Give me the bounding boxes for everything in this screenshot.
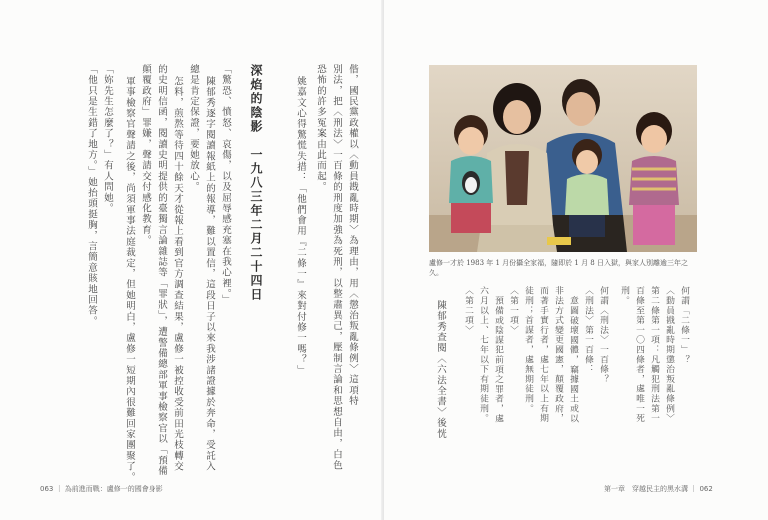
sidebar-column: 〈動員戡亂時期懲治叛亂條例〉 xyxy=(664,286,674,424)
sidebar-column: 第二條第一項：凡觸犯刑法第一 xyxy=(649,286,659,424)
photo-caption: 盧修一才於 1983 年 1 月份攝全家福，隨即於 1 月 8 日入獄，與家人別離逾三年之久。 xyxy=(429,259,688,277)
sidebar-column: 意圖破壞國體，竊據國土或以 xyxy=(568,296,578,424)
text-column: 姚嘉文心得驚慌失措：「他們會用『二條一』來對付修一嗎？」 xyxy=(295,76,306,376)
sidebar-column: 刑。 xyxy=(619,286,629,306)
text-column: 軍事檢察官聲請之後，尚須軍事法庭裁定，但她明白，盧修一短期內很難回家團聚了。 xyxy=(124,76,135,483)
family-photo xyxy=(429,65,697,252)
text-column: 總是肯定保證，要她放心。 xyxy=(188,64,199,193)
text-column: 別法，把〈刑法〉一百條的刑度加強為死刑，以整肅異己，壓制言論和思想自由，白色 xyxy=(331,64,342,471)
sidebar-column: 何謂「二條一」？ xyxy=(679,286,689,365)
text-column: 「驚恐、憤怒、哀傷，以及屈辱感充塞在我心裡。」 xyxy=(220,64,231,306)
page-footer: 063 ｜ 為前進而戰：盧修一的國會身影 xyxy=(40,485,163,493)
sidebar-column: 非法方式變更國憲，顛覆政府， xyxy=(553,286,563,424)
text-column: 「妳先生怎麼了？」有人問她。 xyxy=(102,64,113,214)
text-column: 陳郁秀查閱〈六法全書〉後恍 xyxy=(435,300,446,440)
sidebar-column: 百條至第一〇四條者，處唯一死 xyxy=(634,286,644,424)
sidebar-column: 預備或陰謀犯前項之罪者，處 xyxy=(493,296,503,424)
text-column: 恐怖的許多冤案由此而起。 xyxy=(315,64,326,193)
family-photo-illustration xyxy=(429,65,697,252)
sidebar-column: 何謂〈刑法〉一百條？ xyxy=(598,286,608,384)
text-column: 「他只是生錯了地方。」她抬頭挺胸，言簡意賅地回答。 xyxy=(86,64,97,327)
sidebar-column: 六月以上、七年以下有期徒刑。 xyxy=(478,286,488,424)
page-footer: 第一章 穿越民主的黑水溝 ｜ 062 xyxy=(604,485,713,493)
section-heading: 深焰的陰影 一九八三年二月二十四日 xyxy=(249,64,263,302)
text-column: 的史明信函，閱讀史明提供的臺獨言論雜誌等「罪狀」，遭警備總部軍事檢察官以「預備 xyxy=(156,64,167,477)
text-column: 顛覆政府」罪嫌，聲請交付感化教育。 xyxy=(140,64,151,246)
sidebar-column: 〈第一項〉 xyxy=(508,286,518,335)
text-column: 偕，國民黨政權以〈動員戡亂時期〉為理由，用〈懲治叛亂條例〉這項特 xyxy=(347,64,358,407)
text-column: 陳郁秀逐字閱讀報紙上的報導，難以置信，這段日子以來我涉諸證據於奔命，受託入 xyxy=(204,76,215,472)
sidebar-column: 而著手實行者，處七年以上有期 xyxy=(538,286,548,424)
sidebar-column: 徒刑；首謀者，處無期徒刑。 xyxy=(523,286,533,414)
text-column: 怎料，煎熬等待四十餘天才從報上看到官方調查結果，盧修一被控收受前田光枝轉交 xyxy=(172,76,183,472)
sidebar-column: 〈刑法〉第一百條： xyxy=(583,286,593,375)
sidebar-column: 〈第二項〉 xyxy=(463,286,473,335)
